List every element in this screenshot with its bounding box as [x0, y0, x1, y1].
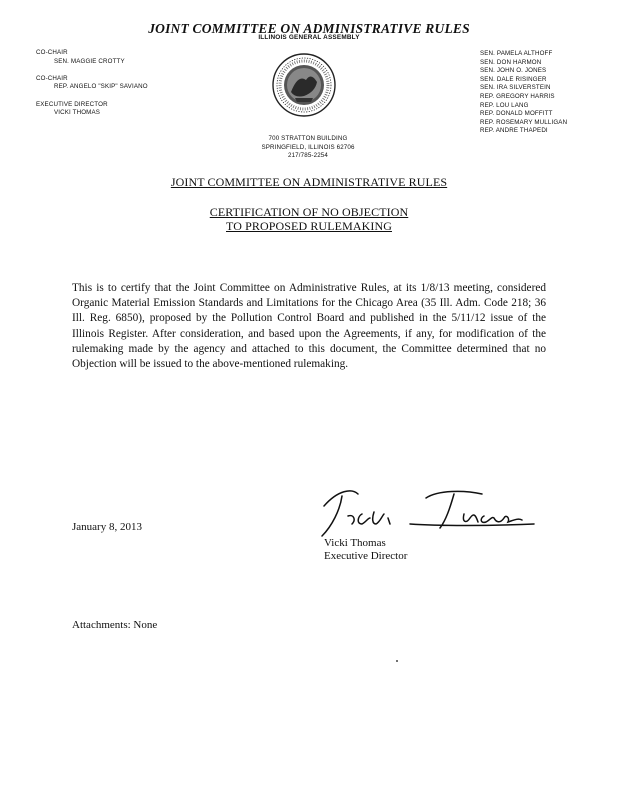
member-name: SEN. DON HARMON [480, 58, 542, 66]
committee-address [258, 135, 358, 161]
signer-block [324, 537, 407, 563]
member-name: REP. ANDRE THAPEDI [480, 127, 548, 135]
member-name: REP. LOU LANG [480, 101, 529, 109]
certification-title-line1: CERTIFICATION OF NO OBJECTION [209, 205, 409, 219]
letterhead-title: JOINT COMMITTEE ON ADMINISTRATIVE RULES [148, 21, 470, 36]
officers-list [36, 49, 186, 126]
member-name: SEN. IRA SILVERSTEIN [480, 84, 551, 92]
signer-name: Vicki Thomas [324, 537, 386, 549]
state-seal-icon [271, 52, 337, 118]
officer-role: CO-CHAIR [36, 49, 68, 56]
address-line: SPRINGFIELD, ILLINOIS 62706 [261, 143, 355, 151]
committee-members [480, 50, 610, 136]
member-name: SEN. DALE RISINGER [480, 75, 547, 83]
member-name: REP. ROSEMARY MULLIGAN [480, 118, 568, 126]
officer-name: VICKI THOMAS [54, 109, 101, 117]
signer-title: Executive Director [324, 550, 408, 562]
officer-role: EXECUTIVE DIRECTOR [36, 100, 108, 108]
member-name: REP. DONALD MOFFITT [480, 110, 553, 118]
officer-name: REP. ANGELO "SKIP" SAVIANO [54, 83, 148, 91]
member-name: REP. GREGORY HARRIS [480, 92, 555, 100]
member-name: SEN. JOHN O. JONES [480, 67, 547, 75]
officer-name: SEN. MAGGIE CROTTY [54, 57, 125, 65]
address-line: 700 STRATTON BUILDING [268, 135, 348, 142]
officer-role: CO-CHAIR [36, 74, 68, 82]
executive-director [36, 101, 186, 118]
letterhead-subtitle: ILLINOIS GENERAL ASSEMBLY [258, 34, 360, 41]
certification-body: This is to certify that the Joint Committee on Administrative Rules, at its 1/8/13 meeting, considered Organic Material Emission Standards and Limitations for the Chicago Area (35 Ill. Adm. Code 218; 36 Ill. Reg. 6850), proposed by the Pollution Control Board and published in the 5/11/12 issue of the Illinois Register. After consideration, and based upon the Agreements, if any, for modification of the rulemaking made by the agency and attached to this document, the Committee determined that no Objection will be issued to the above-mentioned rulemaking. [72, 282, 546, 371]
co-chair-senate [36, 49, 186, 66]
document-date: January 8, 2013 [72, 521, 142, 533]
certification-title-line2: TO PROPOSED RULEMAKING [226, 219, 392, 233]
member-name: SEN. PAMELA ALTHOFF [480, 50, 553, 57]
stray-mark [396, 660, 398, 662]
handwritten-signature [318, 484, 538, 540]
document-heading: JOINT COMMITTEE ON ADMINISTRATIVE RULES [170, 175, 448, 189]
attachments-note: Attachments: None [72, 619, 158, 631]
address-line: 217/785-2254 [288, 152, 328, 160]
co-chair-house [36, 75, 186, 92]
